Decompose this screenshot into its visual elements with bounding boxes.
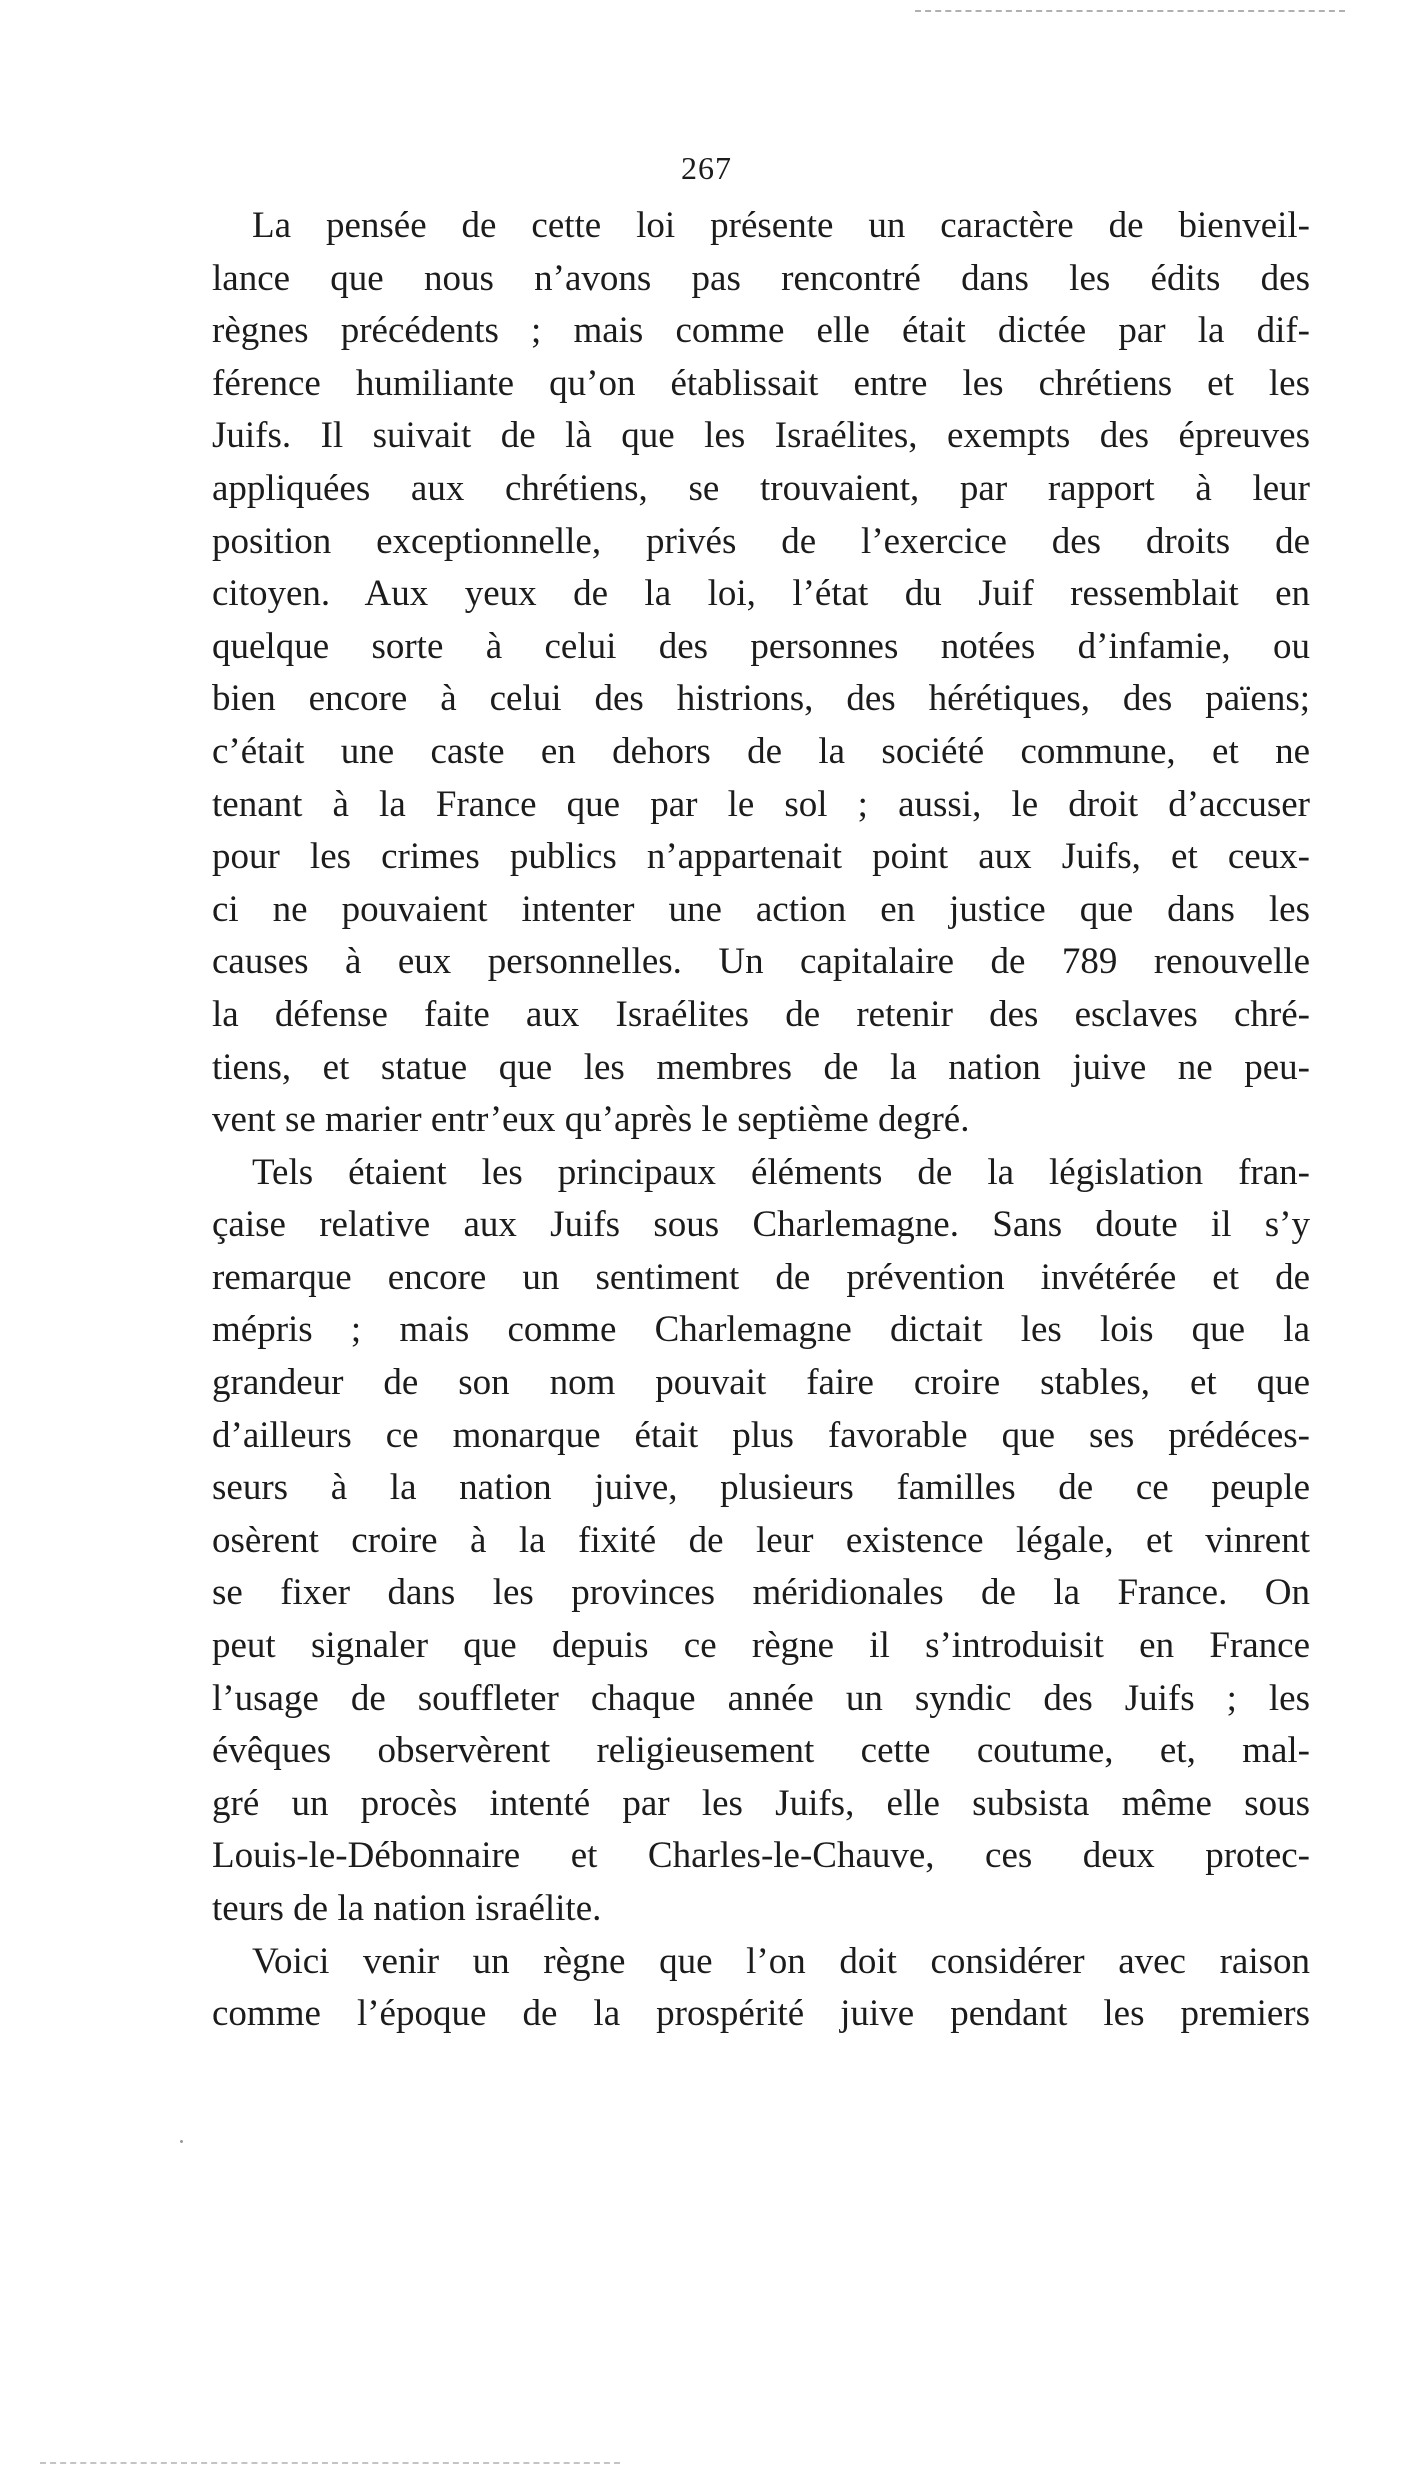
text-line: seurs à la nation juive, plusieurs familles de ce peuple	[212, 1467, 1310, 1509]
text-line: lance que nous n’avons pas rencontré dans les édits des	[212, 257, 1310, 299]
scan-edge-bottom	[40, 2462, 620, 2464]
text-line: la défense faite aux Israélites de retenir des esclaves chré-	[212, 993, 1310, 1035]
text-line: La pensée de cette loi présente un caractère de bienveil-	[252, 205, 1310, 246]
body-text	[212, 200, 1310, 2041]
text-line: citoyen. Aux yeux de la loi, l’état du Juif ressemblait en	[212, 573, 1310, 615]
text-line: Juifs. Il suivait de là que les Israélites, exempts des épreuves	[212, 415, 1310, 457]
text-line: pour les crimes publics n’appartenait point aux Juifs, et ceux-	[212, 836, 1310, 878]
text-line: appliquées aux chrétiens, se trouvaient, par rapport à leur	[212, 467, 1310, 509]
text-line: osèrent croire à la fixité de leur existence légale, et vinrent	[212, 1519, 1310, 1561]
text-line: se fixer dans les provinces méridionales de la France. On	[212, 1572, 1310, 1614]
text-line: règnes précédents ; mais comme elle était dictée par la dif-	[212, 310, 1310, 352]
scan-edge-top	[915, 10, 1345, 12]
text-line: férence humiliante qu’on établissait entre les chrétiens et les	[212, 362, 1310, 404]
text-line: ci ne pouvaient intenter une action en justice que dans les	[212, 888, 1310, 930]
text-line: Tels étaient les principaux éléments de la législation fran-	[252, 1151, 1310, 1193]
text-line: peut signaler que depuis ce règne il s’introduisit en France	[212, 1625, 1310, 1667]
text-line: bien encore à celui des histrions, des hérétiques, des païens;	[212, 678, 1310, 720]
text-line: d’ailleurs ce monarque était plus favorable que ses prédéces-	[212, 1414, 1310, 1456]
text-line: tiens, et statue que les membres de la nation juive ne peu-	[212, 1046, 1310, 1088]
text-line: grandeur de son nom pouvait faire croire stables, et que	[212, 1362, 1310, 1404]
page-number: 267	[681, 150, 732, 186]
text-line: causes à eux personnelles. Un capitalaire de 789 renouvelle	[212, 941, 1310, 983]
text-line: vent se marier entr’eux qu’après le septième degré.	[212, 1099, 970, 1141]
text-line: çaise relative aux Juifs sous Charlemagne. Sans doute il s’y	[212, 1204, 1310, 1246]
text-line: l’usage de souffleter chaque année un syndic des Juifs ; les	[212, 1677, 1310, 1719]
scan-speck	[180, 2140, 183, 2143]
text-line: tenant à la France que par le sol ; aussi, le droit d’accuser	[212, 783, 1310, 825]
text-line: mépris ; mais comme Charlemagne dictait les lois que la	[212, 1309, 1310, 1351]
text-line: évêques observèrent religieusement cette coutume, et, mal-	[212, 1730, 1310, 1772]
text-line: gré un procès intenté par les Juifs, elle subsista même sous	[212, 1782, 1310, 1824]
text-line: Louis-le-Débonnaire et Charles-le-Chauve, ces deux protec-	[212, 1835, 1310, 1877]
text-line: c’était une caste en dehors de la société commune, et ne	[212, 730, 1310, 772]
text-line: quelque sorte à celui des personnes notées d’infamie, ou	[212, 625, 1310, 667]
text-line: Voici venir un règne que l’on doit considérer avec raison	[252, 1940, 1310, 1982]
text-line: position exceptionnelle, privés de l’exercice des droits de	[212, 520, 1310, 562]
text-line: teurs de la nation israélite.	[212, 1888, 602, 1929]
text-line: comme l’époque de la prospérité juive pendant les premiers	[212, 1993, 1310, 2035]
text-line: remarque encore un sentiment de prévention invétérée et de	[212, 1256, 1310, 1298]
